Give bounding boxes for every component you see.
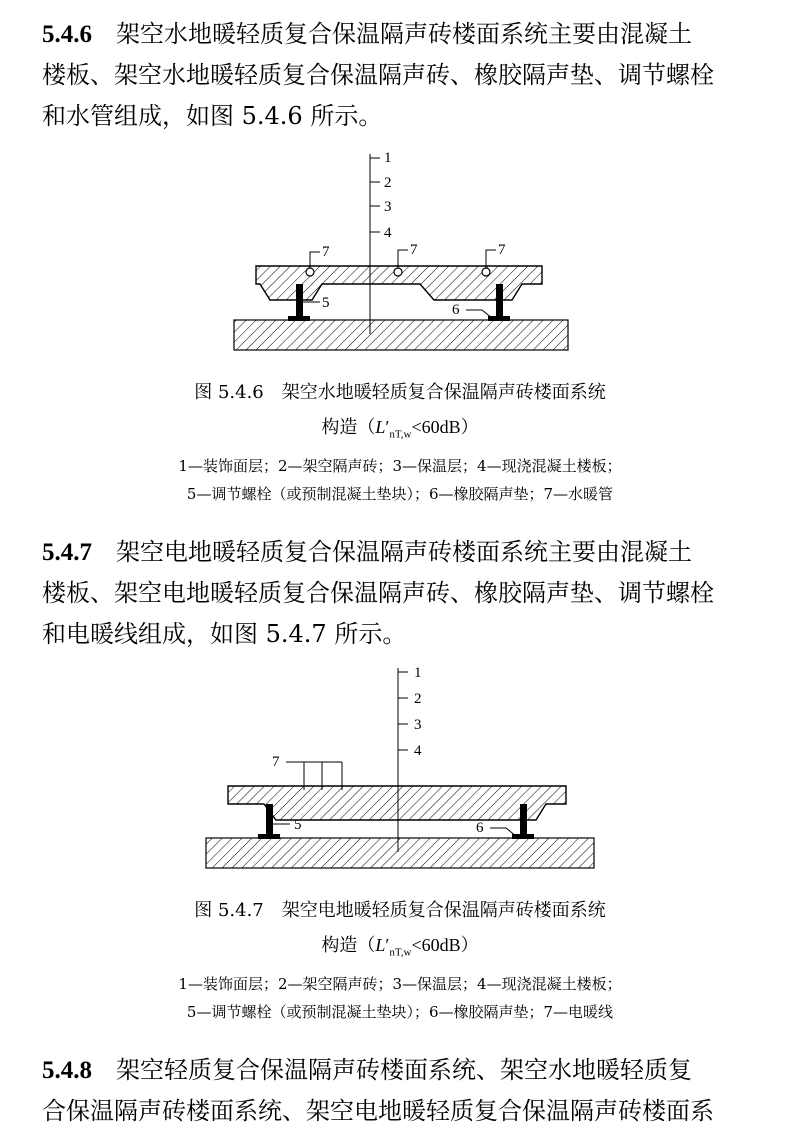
section-5-4-6-line-2: 楼板、架空水地暖轻质复合保温隔声砖、橡胶隔声垫、调节螺栓 (42, 61, 714, 89)
label-3: 3 (384, 199, 392, 215)
section-5-4-7 (42, 532, 764, 655)
adjusting-bolt (266, 804, 273, 838)
figure-5-4-7-caption: 图 5.4.7 架空电地暖轻质复合保温隔声砖楼面系统 (194, 900, 606, 921)
concrete-slab (234, 320, 568, 350)
label-1: 1 (384, 150, 392, 166)
concrete-slab (206, 838, 594, 868)
section-5-4-7-line-3: 和电暖线组成，如图 5.4.7 所示。 (42, 620, 407, 648)
adjusting-bolt (296, 284, 303, 320)
adjusting-bolt (496, 284, 503, 320)
rubber-pad (258, 834, 280, 839)
label-4: 4 (414, 743, 422, 759)
section-5-4-6-line-1: 5.4.6 架空水地暖轻质复合保温隔声砖楼面系统主要由混凝土 (42, 20, 692, 48)
label-6: 6 (476, 820, 484, 836)
label-3: 3 (414, 717, 422, 733)
label-2: 2 (414, 691, 422, 707)
label-1: 1 (414, 665, 422, 681)
label-2: 2 (384, 175, 392, 191)
water-pipe (482, 268, 490, 276)
rubber-pad (488, 316, 510, 321)
section-5-4-7-line-2: 楼板、架空电地暖轻质复合保温隔声砖、橡胶隔声垫、调节螺栓 (42, 579, 714, 607)
section-number: 5.4.6 (42, 21, 92, 48)
figure-5-4-7-legend-line-1: 1—装饰面层；2—架空隔声砖；3—保温层；4—现浇混凝土楼板； (178, 975, 622, 993)
figure-5-4-7-legend-line-2: 5—调节螺栓（或预制混凝土垫块）；6—橡胶隔声垫；7—电暖线 (186, 1003, 614, 1021)
water-pipe (394, 268, 402, 276)
label-5: 5 (322, 295, 330, 311)
section-5-4-6 (42, 14, 764, 137)
figure-5-4-7-caption-line-2: 构造$(L'_{nT,w}<60dB)$ (321, 935, 479, 959)
sound-insulation-tile (228, 786, 566, 820)
label-7: 7 (498, 242, 506, 258)
label-7: 7 (410, 242, 418, 258)
label-7: 7 (322, 244, 330, 260)
label-6: 6 (452, 302, 460, 318)
section-5-4-8-line-2: 合保温隔声砖楼面系统、架空电地暖轻质复合保温隔声砖楼面系 (42, 1097, 714, 1125)
label-4: 4 (384, 225, 392, 241)
figure-5-4-7-drawing (200, 662, 600, 876)
adjusting-bolt (520, 804, 527, 838)
section-number: 5.4.8 (42, 1057, 92, 1084)
section-5-4-6-line-3: 和水管组成，如图 5.4.6 所示。 (42, 102, 383, 130)
label-7: 7 (272, 754, 280, 770)
section-5-4-8 (42, 1050, 764, 1132)
figure-5-4-6-caption-line-2: 构造$(L'_{nT,w}<60dB)$ (321, 417, 479, 441)
section-number: 5.4.7 (42, 539, 92, 566)
rubber-pad (288, 316, 310, 321)
figure-5-4-6-caption: 图 5.4.6 架空水地暖轻质复合保温隔声砖楼面系统 (194, 382, 606, 403)
figure-5-4-6-drawing (220, 148, 580, 360)
label-5: 5 (294, 817, 302, 833)
figure-5-4-6-legend-line-1: 1—装饰面层；2—架空隔声砖；3—保温层；4—现浇混凝土楼板； (178, 457, 622, 475)
section-5-4-7-line-1: 5.4.7 架空电地暖轻质复合保温隔声砖楼面系统主要由混凝土 (42, 538, 692, 566)
rubber-pad (512, 834, 534, 839)
figure-5-4-6-legend-line-2: 5—调节螺栓（或预制混凝土垫块）；6—橡胶隔声垫；7—水暖管 (186, 485, 614, 503)
water-pipe (306, 268, 314, 276)
section-5-4-8-line-1: 5.4.8 架空轻质复合保温隔声砖楼面系统、架空水地暖轻质复 (42, 1056, 692, 1084)
